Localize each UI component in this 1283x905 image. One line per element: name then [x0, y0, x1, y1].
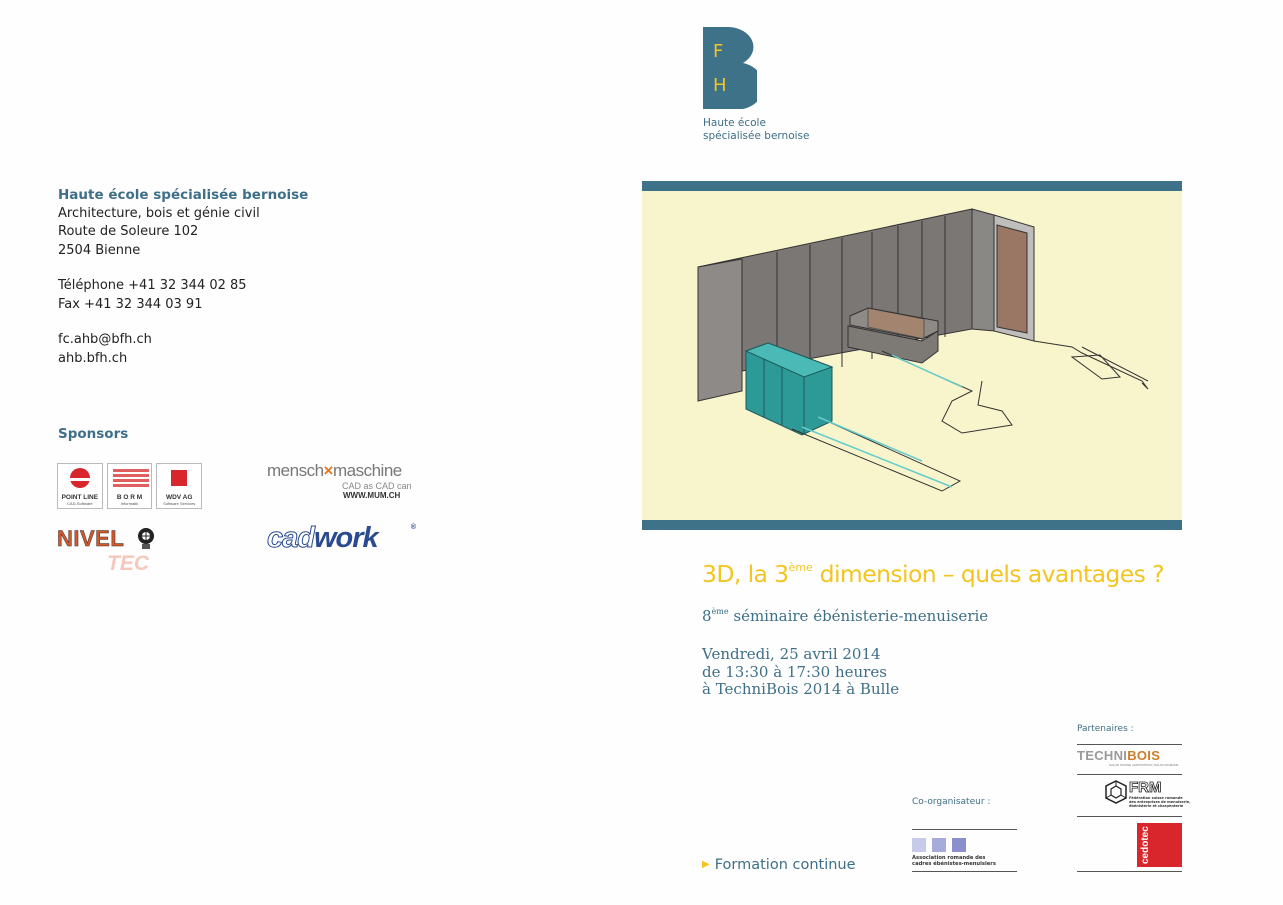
website-link[interactable]: ahb.bfh.ch — [58, 350, 128, 366]
bfh-letter-h: H — [713, 75, 727, 96]
street: Route de Soleure 102 — [58, 224, 199, 239]
technibois-logo: TECHNIBOIS SALON SUISSE | EXPOSITION | SALON ROMAND — [1077, 748, 1179, 767]
frm-logo: FRM Fédération suisse romande des entreprises de menuiserie, ébénisterie et charpenterie — [1105, 780, 1185, 812]
partner-divider — [1077, 744, 1182, 745]
bfh-logo-text: Haute école spécialisée bernoise — [703, 117, 810, 142]
bfh-logo-mark — [703, 27, 757, 109]
borm-logo: B O R M Informatik — [107, 463, 153, 509]
fax: Fax +41 32 344 03 91 — [58, 296, 203, 312]
phone: Téléphone +41 32 344 02 85 — [58, 278, 247, 293]
wdv-logo: WDV AG Software Services — [156, 463, 202, 509]
borm-icon — [111, 467, 151, 489]
org-name: Haute école spécialisée bernoise — [58, 187, 309, 203]
event-headline: 3D, la 3ème dimension – quels avantages ? — [702, 560, 1164, 588]
crosshair-icon — [136, 527, 156, 551]
cadwork-logo: cadwork ® — [267, 522, 415, 554]
pointline-borm-wdv-logo — [57, 463, 202, 509]
niveltec-logo: NIVEL TEC — [57, 526, 167, 578]
partners-label: Partenaires : — [1077, 724, 1134, 734]
partner-divider — [1077, 774, 1182, 775]
cedotec-logo: cedotec — [1137, 823, 1182, 867]
triangle-right-icon: ▶ — [702, 859, 710, 870]
coorganizer-label: Co-organisateur : — [912, 797, 991, 807]
city: 2504 Bienne — [58, 242, 141, 258]
sponsors-title: Sponsors — [58, 426, 129, 442]
event-subtitle: 8ème séminaire ébénisterie-menuiserie — [702, 607, 989, 625]
email-link[interactable]: fc.ahb@bfh.ch — [58, 332, 152, 347]
3d-kitchen-render — [642, 191, 1182, 520]
event-date: Vendredi, 25 avril 2014 — [702, 645, 881, 663]
partner-divider — [1077, 871, 1182, 872]
formation-continue-link[interactable]: ▶ Formation continue — [702, 857, 856, 873]
event-place: à TechniBois 2014 à Bulle — [702, 680, 900, 698]
arcem-squares-icon — [912, 838, 1017, 852]
department: Architecture, bois et génie civil — [58, 205, 260, 221]
pointline-logo: POINT LINE CAD-Software — [57, 463, 103, 509]
frm-cube-icon — [1105, 780, 1127, 804]
event-time: de 13:30 à 17:30 heures — [702, 662, 887, 681]
event-datetime — [702, 646, 899, 699]
mensch-maschine-logo: mensch×maschine CAD as CAD can WWW.MUM.CH — [267, 461, 412, 500]
bfh-letter-f: F — [713, 41, 724, 62]
partner-divider — [1077, 816, 1182, 817]
contact-address — [58, 186, 308, 368]
pointline-icon — [64, 467, 96, 489]
bfh-logo — [703, 27, 757, 109]
3d-render-image — [642, 181, 1182, 530]
arcem-logo: Association romande des cadres ébénistes-menuisiers — [912, 829, 1017, 872]
wdv-icon — [169, 468, 189, 488]
